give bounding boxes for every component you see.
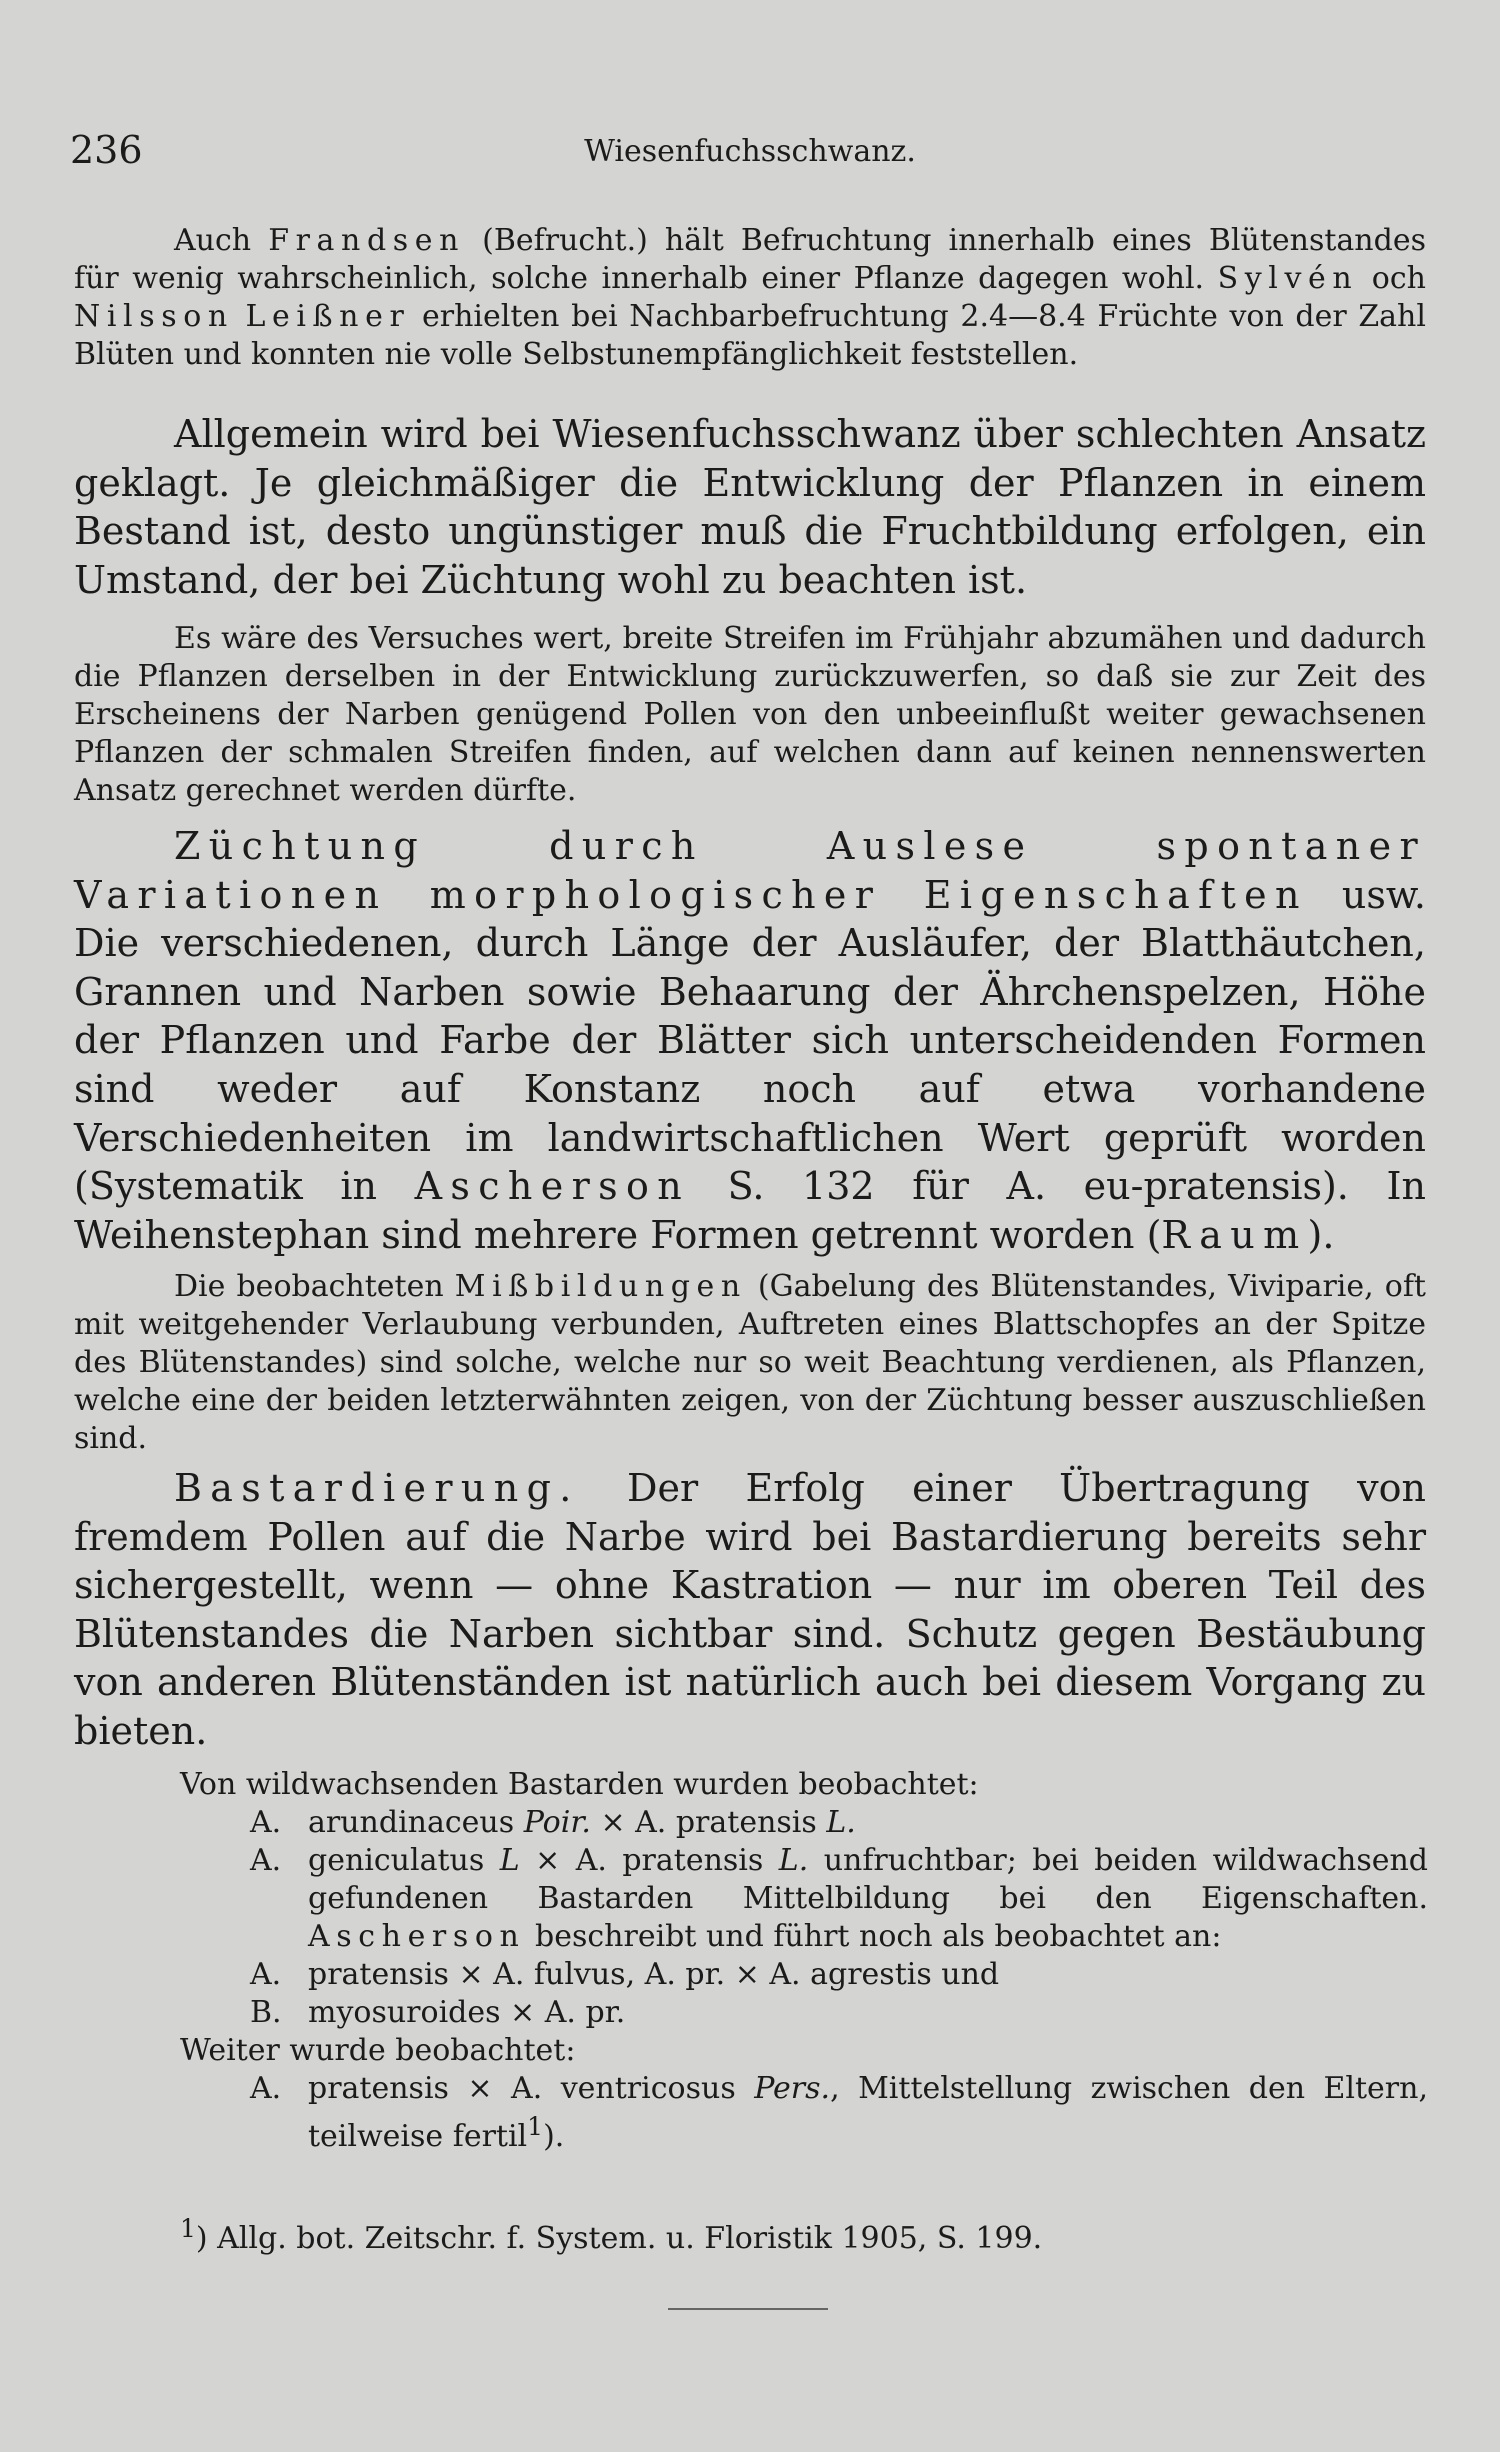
text-run: usw. Die verschiedenen, durch Länge der Ausläufer, der Blatthäutchen, Grannen und Narben sowie Behaarung der Ährchenspelzen, Höhe der Pflanzen und Farbe der Blätter sich unterscheidenden Formen sind weder auf Konstanz noch auf etwa vorhandene Verschiedenheiten im landwirtschaftlichen Wert geprüft worden (Systematik in <box>74 872 1426 1209</box>
hybrids-intro-2: Weiter wurde beobachtet: <box>180 2033 576 2068</box>
paragraph-versuch: Es wäre des Versuches wert, breite Streifen im Frühjahr abzumähen und dadurch die Pflanzen derselben in der Entwicklung zurückzuwerfen, so daß sie zur Zeit des Erscheinens der Narben genügend Pollen von den unbeeinflußt weiter gewachsenen Pflanzen der schmalen Streifen finden, auf welchen dann auf keinen nennenswerten Ansatz gerechnet werden dürfte. <box>74 621 1426 808</box>
paragraph-zuechtung-auslese <box>74 822 1426 1259</box>
author-name: Raum <box>1161 1212 1308 1257</box>
hybrids-intro: Von wildwachsenden Bastarden wurden beobachtet: <box>180 1767 979 1802</box>
author-abbrev: L <box>499 1843 520 1878</box>
hybrid-item <box>250 1956 1500 1994</box>
text-run <box>234 299 246 334</box>
author-name: Leißner <box>245 299 411 334</box>
hybrid-item <box>250 1842 1428 1956</box>
item-text: pratensis × A. fulvus, A. pr. × A. agrestis und <box>308 1957 1000 1992</box>
text-run: pratensis × A. ventricosus <box>308 2071 755 2106</box>
text-run: × A. pratensis <box>519 1843 779 1878</box>
section-heading: Züchtung durch Auslese spontaner Variationen morphologischer Eigenschaften <box>74 824 1426 917</box>
text-run: , Mittelstellung zwischen den Eltern, teilweise fertil <box>308 2071 1428 2154</box>
author-name: Nilsson <box>74 299 234 334</box>
text-run: ). <box>1307 1212 1335 1257</box>
footnote <box>180 2210 1380 2258</box>
author-name: Ascherson <box>308 1919 526 1954</box>
author-abbrev: Poir. <box>523 1805 591 1840</box>
hybrid-item <box>250 1804 1500 1842</box>
author-name: Frandsen <box>268 223 466 258</box>
author-abbrev: Pers. <box>754 2071 831 2106</box>
item-text: myosuroides × A. pr. <box>308 1995 626 2030</box>
hybrid-item <box>250 2070 1428 2156</box>
text-run: (Befrucht.) hält Befruchtung innerhalb eines Blütenstandes für wenig wahrscheinlich, solche innerhalb einer Pflanze dagegen wohl. <box>74 223 1426 296</box>
item-label: A. <box>250 1843 282 1878</box>
text-run: unfruchtbar; bei beiden wildwachsend gefundenen Bastarden Mittelbildung bei den Eigenschaften. <box>308 1843 1429 1916</box>
running-title: Wiesenfuchsschwanz. <box>584 134 916 169</box>
footnote-ref[interactable]: 1 <box>527 2112 544 2141</box>
emphasized-term: Mißbildungen <box>454 1269 747 1304</box>
text-run: × A. pratensis <box>590 1805 827 1840</box>
text-run: Der Erfolg einer Übertragung von fremdem Pollen auf die Narbe wird bei Bastardierung bereits sehr sichergestellt, wenn — ohne Kastration — nur im oberen Teil des Blütenstandes die Narben sichtbar sind. Schutz gegen Bestäubung von anderen Blütenständen ist natürlich auch bei diesem Vorgang zu bieten. <box>74 1466 1426 1753</box>
author-abbrev: L. <box>778 1843 809 1878</box>
page-header <box>70 128 1430 178</box>
text-run: 2.4—8.4 Früchte von der Zahl Blüten und konnten nie volle Selbstunempfänglichkeit feststellen. <box>74 299 1426 372</box>
text-run: geniculatus <box>308 1843 500 1878</box>
text-run: arundinaceus <box>308 1805 524 1840</box>
text-run: och <box>1358 261 1426 296</box>
author-name: Sylvén <box>1217 261 1359 296</box>
item-label: B. <box>250 1995 282 2030</box>
author-name: Ascherson <box>414 1164 691 1209</box>
paragraph-frandsen <box>74 222 1426 374</box>
text-run: Die beobachteten <box>174 1269 455 1304</box>
paragraph-ansatz: Allgemein wird bei Wiesenfuchsschwanz über schlechten Ansatz geklagt. Je gleichmäßiger die Entwicklung der Pflanzen in einem Bestand ist, desto ungünstiger muß die Fruchtbildung erfolgen, ein Umstand, der bei Züchtung wohl zu beachten ist. <box>74 412 1426 602</box>
text-run: S. 132 für A. eu-pratensis). In Weihenstephan sind mehrere Formen getrennt worden ( <box>74 1164 1426 1257</box>
text-run: ). <box>543 2119 565 2154</box>
author-abbrev: L. <box>826 1805 856 1840</box>
section-heading: Bastardierung. <box>174 1466 580 1510</box>
bottom-rule <box>668 2308 828 2310</box>
item-label: A. <box>250 1957 282 1992</box>
paragraph-bastardierung <box>74 1464 1426 1756</box>
footnote-mark: 1 <box>180 2214 196 2243</box>
text-run: beschreibt und führt noch als beobachtet an: <box>525 1919 1222 1954</box>
hybrid-item <box>250 1994 1500 2032</box>
page-number: 236 <box>70 128 143 172</box>
item-label: A. <box>250 2071 282 2106</box>
text-run: (Gabelung des Blütenstandes, Viviparie, oft mit weitgehender Verlaubung verbunden, Auftreten eines Blattschopfes an der Spitze des Blütenstandes) sind solche, welche nur so weit Beachtung verdienen, als Pflanzen, welche eine der beiden letzterwähnten zeigen, von der Züchtung besser auszuschließen sind. <box>74 1269 1426 1456</box>
paragraph-missbildungen <box>74 1268 1426 1458</box>
footnote-text: ) Allg. bot. Zeitschr. f. System. u. Floristik 1905, S. 199. <box>195 2221 1043 2256</box>
item-label: A. <box>250 1805 282 1840</box>
text-run: Auch <box>174 223 269 258</box>
text-run: erhielten bei Nachbarbefruchtung <box>410 299 961 334</box>
